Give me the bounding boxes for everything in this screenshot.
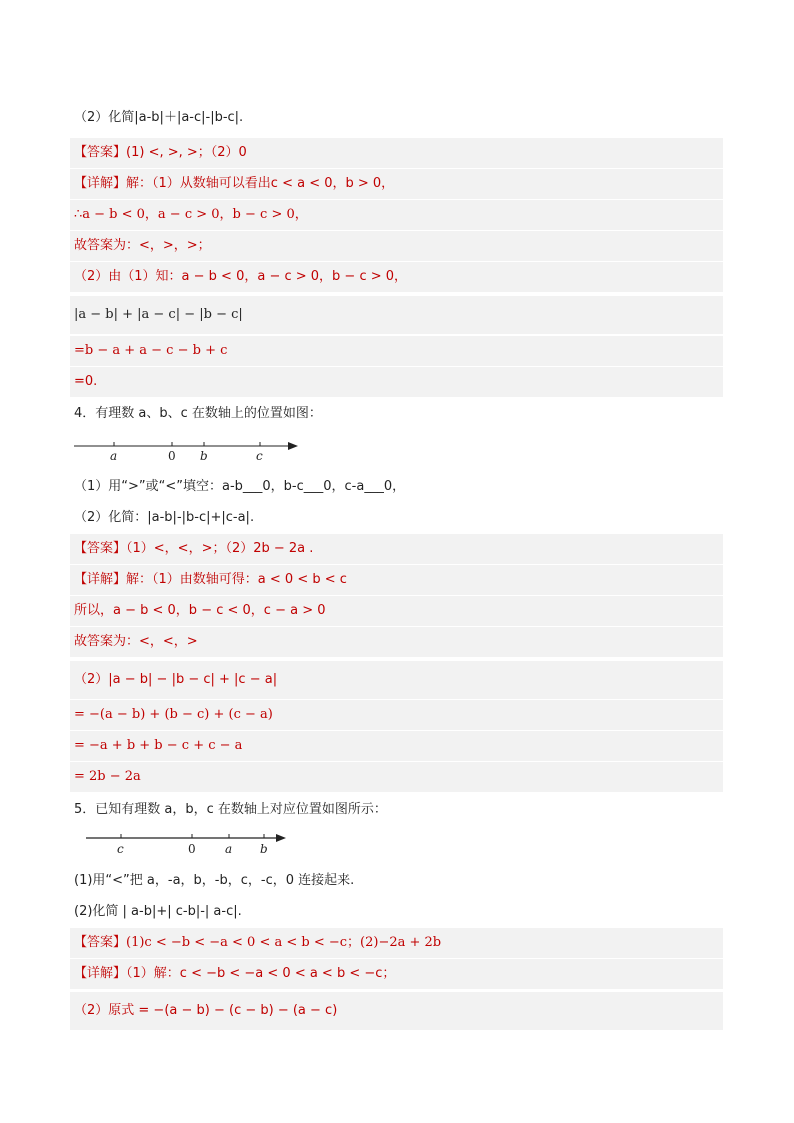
q4-number-line [70,434,310,470]
q3-answer [70,138,723,168]
q4-detail-line8: = 2b − 2a [70,762,723,792]
answer-tag: 【答案】 [74,541,127,556]
q4-stem: 4．有理数 a、b、c 在数轴上的位置如图： [74,406,322,421]
q3-detail-line3: ∴a − b < 0，a − c > 0，b − c > 0， [70,200,723,230]
q4-detail [70,565,723,595]
answer-text: （1）<，<，>；（2）2b − 2a . [126,541,314,556]
q4-answer [70,534,723,564]
tick-label-c: c [117,842,124,856]
tick-label-b: b [200,449,208,463]
q5-stem: 5．已知有理数 a，b，c 在数轴上对应位置如图所示： [74,802,387,817]
tick-label-c: c [256,449,263,463]
q5-detail-line3: （2）原式 = −(a − b) − (c − b) − (a − c) [70,992,723,1030]
detail-text: （1）解：c < −b < −a < 0 < a < b < −c； [126,966,396,981]
q5-part1: (1)用“<”把 a，-a，b，-b，c，-c，0 连接起来. [74,873,355,888]
q4-detail-line7: = −a + b + b − c + c − a [70,731,723,761]
q5-answer [70,928,723,958]
detail-text: 解：（1）由数轴可得：a < 0 < b < c [126,572,347,587]
q5-number-line-svg [70,830,310,862]
q4-detail-line3: 所以，a − b < 0，b − c < 0，c − a > 0 [70,596,723,626]
tick-label-0: 0 [188,842,196,856]
tick-label-a: a [110,449,118,463]
q5-number-line [70,830,310,866]
answer-text: (1) <, >, >；（2）0 [126,145,247,160]
detail-tag: 【详解】 [74,572,127,587]
tick-label-0: 0 [168,449,176,463]
q3-detail-line6: |a − b| + |a − c| − |b − c| [70,296,723,334]
q4-part2: （2）化简：|a-b|-|b-c|+|c-a|. [74,510,255,525]
detail-text: 解：（1）从数轴可以看出c < a < 0，b > 0， [126,176,395,191]
q3-detail-line4: 故答案为：<，>，>； [70,231,723,261]
tick-label-a: a [225,842,233,856]
detail-tag: 【详解】 [74,966,127,981]
tick-label-b: b [260,842,268,856]
q5-detail [70,959,723,989]
q3-detail-line8: =0. [70,367,723,397]
detail-tag: 【详解】 [74,176,127,191]
q4-part1: （1）用“>”或“<”填空：a-b___0，b-c___0，c-a___0， [74,479,406,494]
axis-arrow [288,442,298,450]
q5-part2: (2)化简 | a-b|+| c-b|-| a-c|. [74,904,242,919]
q3-detail-line5: （2）由（1）知：a − b < 0，a − c > 0，b − c > 0， [70,262,723,292]
q4-detail-line4: 故答案为：<，<，> [70,627,723,657]
answer-tag: 【答案】 [74,935,127,950]
answer-tag: 【答案】 [74,145,127,160]
answer-text: (1)c < −b < −a < 0 < a < b < −c；(2)−2a + 2b [126,935,442,950]
axis-arrow [276,834,286,842]
q4-number-line-svg [70,434,310,466]
q3-part2: （2）化简|a-b|＋|a-c|-|b-c|. [74,110,244,125]
q4-detail-line5: （2）|a − b| − |b − c| + |c − a| [70,661,723,699]
q4-detail-line6: = −(a − b) + (b − c) + (c − a) [70,700,723,730]
q3-detail [70,169,723,199]
q3-detail-line7: =b − a + a − c − b + c [70,336,723,366]
